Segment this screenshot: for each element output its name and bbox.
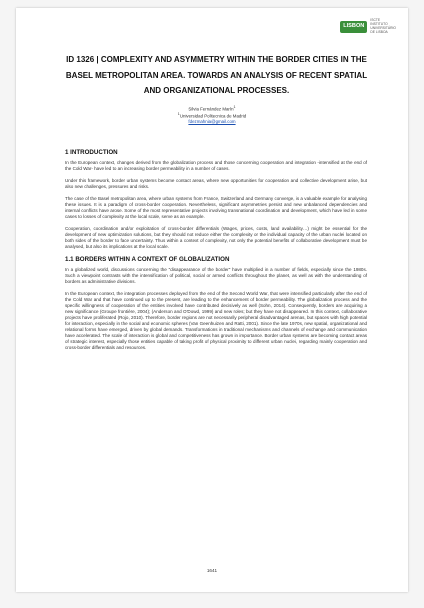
author-email[interactable]: fdezmahnia@gmail.com [188, 119, 236, 125]
author-superscript: 1 [233, 105, 236, 109]
logo-line: UNIVERSITÁRIO [370, 25, 396, 30]
subsection-heading: 1.1 BORDERS WITHIN A CONTEXT OF GLOBALIZATION [65, 256, 230, 263]
logo-mark: LISBON [340, 21, 367, 33]
paper-body [65, 149, 367, 357]
section-heading: 1 INTRODUCTION [65, 149, 118, 156]
author-name: Silvia Fernández Marín [188, 106, 234, 112]
paragraph: In the European context, changes derived from the globalization process and those concerning cooperation and integration -intensified at the end of the Cold War- have led to an increasing border permeability in a number of cases. [65, 160, 367, 171]
author-affiliation: Universidad Politecnica de Madrid [179, 113, 247, 119]
paper-title: ID 1326 | COMPLEXITY AND ASYMMETRY WITHIN THE BORDER CITIES IN THE BASEL METROPOLITAN AREA. TOWARDS AN ANALYSIS OF RECENT SPATIAL AND ORGANIZATIONAL PROCESSES. [65, 55, 368, 95]
paragraph: In a globalized world, discussions concerning the "disappearance of the border" have multiplied in a number of fields, especially since the 1980s. Such a viewpoint contrasts with the intensification of political, social or armed conflicts throughout the planet, as well as with the understanding of borders as administrative divisions. [65, 267, 367, 284]
logo-line: ISCTE [370, 18, 381, 22]
author-affiliation-line [16, 112, 408, 119]
logo-text [370, 19, 396, 35]
paragraph: The case of the Basel metropolitan area, where urban systems from France, Switzerland and Germany converge, is a valuable example for analysing these issues. It is a paradigm of cross-border cooperation. Nevertheless, significant asymmetries persist and new unbalanced dependencies and internal conflicts have arose. Some of the most representative projects involving transnational coordination and development, which have led in some cases to losses of complexity at the local scale, serve as an example. [65, 196, 367, 219]
affiliation-superscript: 1 [177, 112, 180, 117]
page-number: 1641 [206, 568, 218, 573]
paragraph: In the European context, the integration processes deployed from the end of the Second World War, that were intensified particularly after the end of the Cold War and that have continued up to the present, are leading to the enhancement of border permeability. The globalization process and the specific willingness of cooperation of the entities involved have contributed decisively as well (Sohn, 2014). Consequently, borders are acquiring a new significance (Groupe frontière, 2004); (Anderson and O'Dowd, 1999) and new roles; but they have not disappeared. In this context, collaborative projects have proliferated (Rojo, 2010). Therefore, border regions are not necessarily peripheral disadvantaged arenas, but spaces with high potential for interaction, especially in the social and economic spheres (Van Geenhuizen and Ratti, 2001). Since the late 1970s, new spatial, organizational and relational forms have emerged, driven by global demands. Transformations in traditional mechanisms and channels of exchange and communication have accelerated. The scale of interaction is global and competitiveness has grown in importance. Border urban systems are becoming contact areas of strategic interest, especially those entities capable of taking profit of physical proximity to different urban nuclei, regarding mainly cooperation and cross-border differentials and resources. [65, 291, 367, 350]
author-block [16, 105, 408, 125]
logo-line: INSTITUTO [370, 21, 388, 26]
conference-logo [340, 19, 396, 35]
document-page [16, 8, 408, 592]
author-name-line [16, 105, 408, 112]
paragraph: Under this framework, border urban systems become contact areas, where new opportunities for cooperation and collective development arise, but also new challenges, pressures and risks. [65, 178, 367, 189]
logo-line: DE LISBOA [370, 29, 388, 34]
paragraph: Cooperation, coordination and/or exploitation of cross-border differentials (Wages, prices, costs, land availability…) might be essential for the development of new optimization solutions, but they should not reduce either the complexity or the individual capacity of the urban nuclei located on both sides of the border to face uncertainty. Thus within a context of complexity, not only the potential benefits of collaborative development must be analysed, but also its implications at the local scale. [65, 226, 367, 249]
